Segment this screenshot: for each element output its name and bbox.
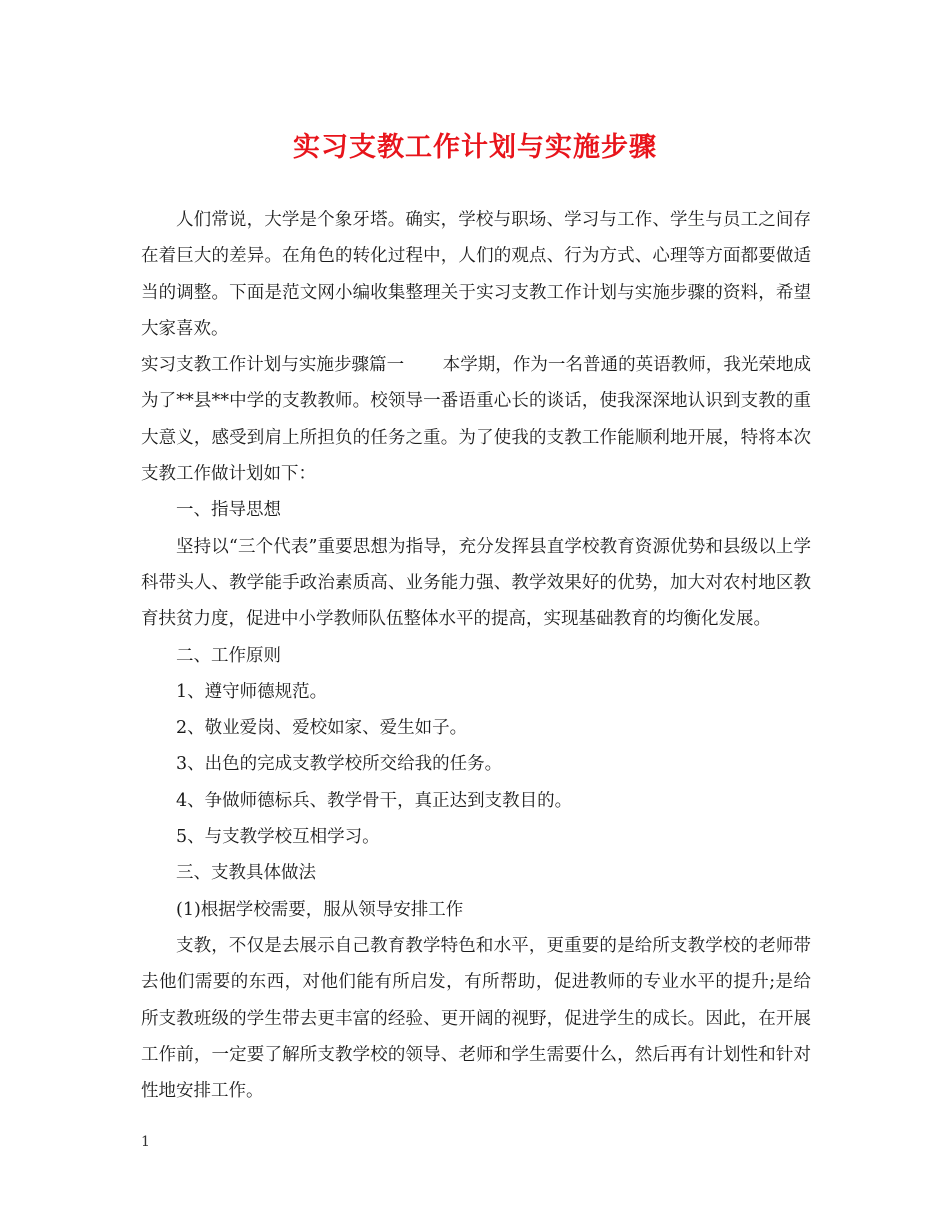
document-body [141, 202, 811, 1109]
section-heading-specific-practice: 三、支教具体做法 [176, 863, 316, 884]
section-paragraph-guiding-ideology: 坚持以“三个代表”重要思想为指导，充分发挥县直学校教育资源优势和县级以上学科带头人、教学能手政治素质高、业务能力强、教学效果好的优势，加大对农村地区教育扶贫力度，促进中小学教师队伍整体水平的提高，实现基础教育的均衡化发展。 [141, 536, 811, 630]
principle-item: 3、出色的完成支教学校所交给我的任务。 [176, 754, 503, 775]
principle-item: 1、遵守师德规范。 [176, 681, 328, 702]
part-heading: 实习支教工作计划与实施步骤篇一 [141, 355, 405, 376]
principle-item: 5、与支教学校互相学习。 [176, 827, 380, 848]
principle-item: 2、敬业爱岗、爱校如家、爱生如子。 [176, 718, 468, 739]
principle-item: 4、争做师德标兵、教学骨干，真正达到支教目的。 [176, 790, 573, 811]
section-heading-work-principles: 二、工作原则 [176, 645, 281, 666]
section-heading-guiding-ideology: 一、指导思想 [176, 500, 281, 521]
document-title: 实习支教工作计划与实施步骤 [293, 132, 657, 163]
subsection-paragraph: 支教，不仅是去展示自己教育教学特色和水平，更重要的是给所支教学校的老师带去他们需要的东西，对他们能有所启发，有所帮助，促进教师的专业水平的提升;是给所支教班级的学生带去更丰富的经验、更开阔的视野，促进学生的成长。因此，在开展工作前，一定要了解所支教学校的领导、老师和学生需要什么，然后再有计划性和针对性地安排工作。 [141, 935, 811, 1102]
part-opening: 本学期，作为一名普通的英语教师，我光荣地成为了**县**中学的支教教师。校领导一番语重心长的谈话，使我深深地认识到支教的重大意义，感受到肩上所担负的任务之重。为了使我的支教工作能顺利地开展，特将本次支教工作做计划如下： [141, 355, 811, 485]
page-number: 1 [141, 1134, 150, 1150]
part-paragraph [141, 347, 811, 492]
subsection-heading: (1)根据学校需要，服从领导安排工作 [176, 899, 464, 920]
intro-paragraph: 人们常说，大学是个象牙塔。确实，学校与职场、学习与工作、学生与员工之间存在着巨大的差异。在角色的转化过程中，人们的观点、行为方式、心理等方面都要做适当的调整。下面是范文网小编收集整理关于实习支教工作计划与实施步骤的资料，希望大家喜欢。 [141, 210, 811, 339]
